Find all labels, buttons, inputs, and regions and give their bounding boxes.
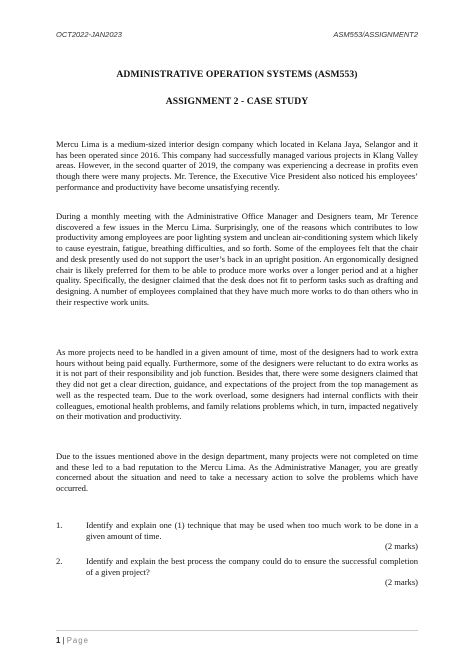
question-text: Identify and explain the best process the company could do to ensure the successful completion of a given project? [86,556,418,577]
paragraph: During a monthly meeting with the Administrative Office Manager and Designers team, Mr Terence discovered a few issues in the Mercu Lima. Surprisingly, one of the reasons which contributes to low productivity among employees are poor lighting system and unclean air-conditioning system which likely to cause eyestrain, fatigue, breathing difficulties, and so forth. Some of the employees felt that the chair and desk presently used do not support the user’s back in an upright position. An ergonomically designed chair is likely preferred for them to be able to produce more works over a longer period and at a higher quality. Specifically, the designer claimed that the desk does not fit to perform tasks such as drafting and designing. A number of employees complained that they have much more works to do than others who in their respective work units. [56,211,418,307]
footer-separator: | [60,636,67,645]
page-label: Page [66,636,89,645]
page-number: 1 [56,636,61,645]
footer-divider [56,630,418,631]
paragraph: Mercu Lima is a medium-sized interior design company which located in Kelana Jaya, Selangor and it has been operated since 2016. This company had successfully managed various projects in Klang Valley areas. However, in the second quarter of 2019, the company was experiencing a decrease in profits even though there were many projects. Mr. Terence, the Executive Vice President also noticed his employees’ performance and productivity have become unsatisfying recently. [56,139,418,192]
header-session: OCT2022-JAN2023 [56,30,122,39]
paragraph: Due to the issues mentioned above in the design department, many projects were not completed on time and these led to a bad reputation to the Mercu Lima. As the Administrative Manager, you are greatly concerned about the situation and need to take a necessary action to solve the problems which have occurred. [56,451,418,494]
question-text: Identify and explain one (1) technique that may be used when too much work to be done in a given amount of time. [86,520,418,541]
question-number: 2. [56,556,63,566]
question-marks: (2 marks) [385,577,418,588]
page-footer [56,636,89,645]
document-subtitle: ASSIGNMENT 2 - CASE STUDY [165,96,309,107]
header-course-code: ASM553/ASSIGNMENT2 [333,30,418,39]
question-marks: (2 marks) [385,541,418,552]
document-title: ADMINISTRATIVE OPERATION SYSTEMS (ASM553) [116,69,358,80]
question-number: 1. [56,520,63,530]
paragraph: As more projects need to be handled in a given amount of time, most of the designers had to work extra hours without being paid equally. Furthermore, some of the designers were reluctant to do extra works as it is not part of their responsibility and job function. Besides that, there were some designers claimed that they did not get a clear direction, guidance, and expectations of the project from the top management as well as the respected team. Due to the work overload, some designers had internal conflicts with their colleagues, emotional health problems, and family relations problems which, in turn, impacted negatively on their motivation and productivity. [56,347,418,422]
